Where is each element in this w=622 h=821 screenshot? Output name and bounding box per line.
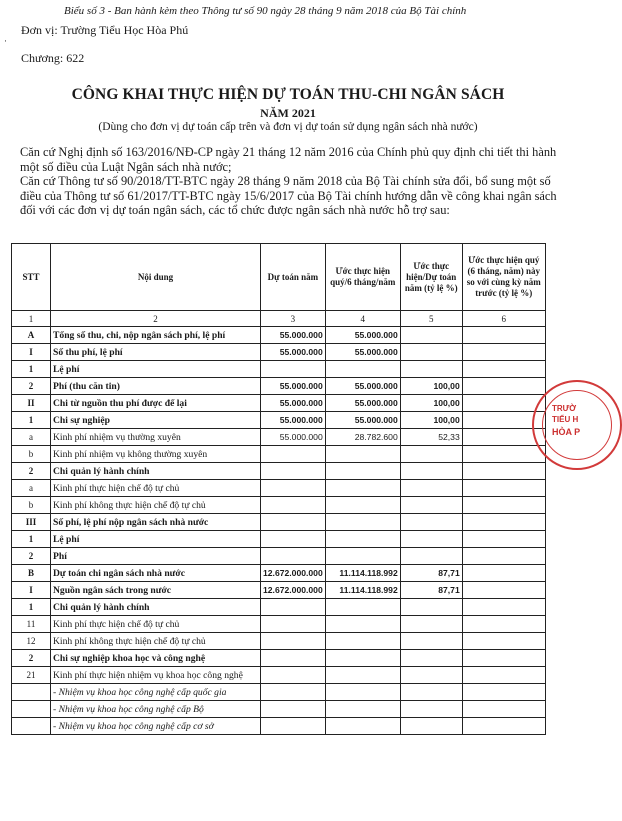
cell-plan [261, 616, 326, 633]
cell-content: Kinh phí thực hiện chế độ tự chủ [51, 480, 261, 497]
cell-yoy [462, 684, 545, 701]
column-index: 1 [12, 311, 51, 327]
cell-stt: III [12, 514, 51, 531]
cell-stt: II [12, 395, 51, 412]
cell-estimate [325, 531, 400, 548]
table-row [12, 344, 546, 361]
cell-ratio: 87,71 [400, 582, 462, 599]
cell-stt: 11 [12, 616, 51, 633]
cell-ratio [400, 514, 462, 531]
cell-estimate [325, 616, 400, 633]
cell-estimate: 55.000.000 [325, 344, 400, 361]
cell-content: Lệ phí [51, 361, 261, 378]
header-yoy: Ước thực hiện quý (6 tháng, năm) này so với cùng kỳ năm trước (tỷ lệ %) [462, 244, 545, 311]
cell-content: Chi quản lý hành chính [51, 599, 261, 616]
table-row [12, 633, 546, 650]
cell-content: Kinh phí thực hiện chế độ tự chủ [51, 616, 261, 633]
cell-ratio: 100,00 [400, 412, 462, 429]
cell-estimate [325, 463, 400, 480]
table-row [12, 412, 546, 429]
cell-estimate [325, 633, 400, 650]
table-row [12, 650, 546, 667]
table-row [12, 327, 546, 344]
cell-stt: I [12, 582, 51, 599]
cell-plan [261, 514, 326, 531]
cell-plan [261, 718, 326, 735]
cell-stt: a [12, 429, 51, 446]
cell-content: Chi quản lý hành chính [51, 463, 261, 480]
cell-estimate: 11.114.118.992 [325, 582, 400, 599]
cell-yoy [462, 463, 545, 480]
cell-content: Dự toán chi ngân sách nhà nước [51, 565, 261, 582]
cell-yoy [462, 650, 545, 667]
table-row [12, 582, 546, 599]
cell-stt: 1 [12, 361, 51, 378]
cell-plan: 12.672.000.000 [261, 582, 326, 599]
cell-ratio [400, 480, 462, 497]
cell-yoy [462, 633, 545, 650]
cell-content: Số phí, lệ phí nộp ngân sách nhà nước [51, 514, 261, 531]
basis-paragraph: Căn cứ Nghị định số 163/2016/NĐ-CP ngày 21 tháng 12 năm 2016 của Chính phủ quy định chi tiết thi hành một số điều của Luật Ngân sách nhà nước; [20, 145, 557, 174]
cell-estimate [325, 718, 400, 735]
column-index: 6 [462, 311, 545, 327]
cell-stt: I [12, 344, 51, 361]
cell-ratio [400, 497, 462, 514]
table-row [12, 701, 546, 718]
cell-yoy [462, 395, 545, 412]
seal-text: TIỂU H [552, 415, 579, 424]
cell-plan [261, 701, 326, 718]
cell-ratio: 100,00 [400, 395, 462, 412]
cell-stt: 1 [12, 599, 51, 616]
cell-content: Tổng số thu, chi, nộp ngân sách phí, lệ phí [51, 327, 261, 344]
cell-ratio [400, 361, 462, 378]
cell-ratio [400, 327, 462, 344]
cell-stt: b [12, 497, 51, 514]
cell-stt: 2 [12, 650, 51, 667]
cell-estimate [325, 497, 400, 514]
table-row [12, 667, 546, 684]
cell-ratio: 100,00 [400, 378, 462, 395]
cell-plan: 12.672.000.000 [261, 565, 326, 582]
cell-plan [261, 497, 326, 514]
header-ratio: Ước thực hiện/Dự toán năm (tỷ lệ %) [400, 244, 462, 311]
cell-yoy [462, 378, 545, 395]
header-stt: STT [12, 244, 51, 311]
cell-stt: 12 [12, 633, 51, 650]
table-row [12, 548, 546, 565]
cell-stt [12, 701, 51, 718]
cell-plan [261, 531, 326, 548]
cell-content: Chi sự nghiệp khoa học và công nghệ [51, 650, 261, 667]
cell-yoy [462, 480, 545, 497]
cell-content: Chi sự nghiệp [51, 412, 261, 429]
cell-ratio [400, 684, 462, 701]
chapter-line: Chương: 622 [21, 51, 85, 65]
unit-line: Đơn vị: Trường Tiểu Học Hòa Phú [21, 23, 189, 37]
seal-text: HÒA P [552, 427, 581, 437]
cell-content: - Nhiệm vụ khoa học công nghệ cấp quốc gia [51, 684, 261, 701]
cell-yoy [462, 327, 545, 344]
cell-plan: 55.000.000 [261, 395, 326, 412]
cell-stt: A [12, 327, 51, 344]
cell-content: Phí (thu căn tin) [51, 378, 261, 395]
cell-estimate [325, 650, 400, 667]
seal-text: TRƯỜ [552, 404, 577, 413]
table-row [12, 718, 546, 735]
cell-content: Kinh phí nhiệm vụ không thường xuyên [51, 446, 261, 463]
cell-estimate: 28.782.600 [325, 429, 400, 446]
cell-content: Kinh phí thực hiện nhiệm vụ khoa học công nghệ [51, 667, 261, 684]
cell-yoy [462, 718, 545, 735]
cell-estimate [325, 446, 400, 463]
cell-yoy [462, 667, 545, 684]
cell-yoy [462, 701, 545, 718]
budget-table [11, 243, 546, 735]
column-index: 4 [325, 311, 400, 327]
header-estimate: Ước thực hiện quý/6 tháng/năm [325, 244, 400, 311]
cell-content: Nguồn ngân sách trong nước [51, 582, 261, 599]
scan-mark: · [4, 36, 7, 46]
cell-yoy [462, 582, 545, 599]
column-index-row [12, 311, 546, 327]
cell-yoy [462, 565, 545, 582]
cell-stt: 2 [12, 548, 51, 565]
cell-ratio [400, 531, 462, 548]
table-row [12, 599, 546, 616]
cell-plan [261, 361, 326, 378]
table-header-row [12, 244, 546, 311]
cell-plan [261, 548, 326, 565]
cell-plan [261, 667, 326, 684]
table-row [12, 361, 546, 378]
cell-stt: 1 [12, 531, 51, 548]
cell-plan [261, 599, 326, 616]
cell-plan [261, 463, 326, 480]
cell-yoy [462, 344, 545, 361]
cell-yoy [462, 548, 545, 565]
table-row [12, 446, 546, 463]
table-row [12, 616, 546, 633]
legal-basis [20, 145, 568, 218]
cell-estimate: 55.000.000 [325, 395, 400, 412]
cell-estimate [325, 667, 400, 684]
cell-estimate: 55.000.000 [325, 327, 400, 344]
cell-estimate [325, 361, 400, 378]
red-seal-stamp [532, 380, 622, 470]
cell-estimate [325, 480, 400, 497]
seal-inner-ring [542, 390, 612, 460]
cell-yoy [462, 361, 545, 378]
cell-plan [261, 480, 326, 497]
cell-content: - Nhiệm vụ khoa học công nghệ cấp cơ sở [51, 718, 261, 735]
cell-estimate [325, 701, 400, 718]
table-row [12, 395, 546, 412]
cell-content: Kinh phí nhiệm vụ thường xuyên [51, 429, 261, 446]
cell-estimate: 55.000.000 [325, 412, 400, 429]
cell-plan [261, 446, 326, 463]
cell-content: Phí [51, 548, 261, 565]
cell-ratio [400, 616, 462, 633]
table-row [12, 531, 546, 548]
cell-content: Kinh phí không thực hiện chế độ tự chủ [51, 497, 261, 514]
cell-yoy [462, 599, 545, 616]
cell-plan [261, 684, 326, 701]
cell-stt: 1 [12, 412, 51, 429]
cell-stt: b [12, 446, 51, 463]
column-index: 5 [400, 311, 462, 327]
cell-ratio [400, 701, 462, 718]
cell-estimate: 11.114.118.992 [325, 565, 400, 582]
cell-stt: 2 [12, 463, 51, 480]
cell-content: Lệ phí [51, 531, 261, 548]
cell-plan: 55.000.000 [261, 429, 326, 446]
cell-content: - Nhiệm vụ khoa học công nghệ cấp Bộ [51, 701, 261, 718]
table-row [12, 514, 546, 531]
cell-stt [12, 684, 51, 701]
cell-estimate [325, 514, 400, 531]
cell-estimate: 55.000.000 [325, 378, 400, 395]
table-row [12, 497, 546, 514]
cell-plan: 55.000.000 [261, 327, 326, 344]
cell-stt: B [12, 565, 51, 582]
cell-ratio: 52,33 [400, 429, 462, 446]
cell-plan: 55.000.000 [261, 344, 326, 361]
document-subtitle: (Dùng cho đơn vị dự toán cấp trên và đơn vị dự toán sử dụng ngân sách nhà nước) [98, 121, 478, 133]
header-plan: Dự toán năm [261, 244, 326, 311]
cell-ratio [400, 463, 462, 480]
cell-ratio [400, 344, 462, 361]
cell-content: Chi từ nguồn thu phí được để lại [51, 395, 261, 412]
cell-ratio [400, 650, 462, 667]
cell-plan: 55.000.000 [261, 412, 326, 429]
document-title: CÔNG KHAI THỰC HIỆN DỰ TOÁN THU-CHI NGÂN SÁCH [71, 86, 505, 103]
column-index: 3 [261, 311, 326, 327]
cell-ratio [400, 633, 462, 650]
cell-ratio [400, 718, 462, 735]
table-row [12, 684, 546, 701]
cell-ratio: 87,71 [400, 565, 462, 582]
cell-plan: 55.000.000 [261, 378, 326, 395]
cell-ratio [400, 446, 462, 463]
document-year: NĂM 2021 [260, 106, 316, 120]
cell-ratio [400, 599, 462, 616]
cell-yoy [462, 514, 545, 531]
table-row [12, 463, 546, 480]
cell-yoy [462, 497, 545, 514]
cell-yoy [462, 531, 545, 548]
cell-content: Số thu phí, lệ phí [51, 344, 261, 361]
table-row [12, 378, 546, 395]
table-row [12, 429, 546, 446]
cell-plan [261, 633, 326, 650]
column-index: 2 [51, 311, 261, 327]
cell-ratio [400, 667, 462, 684]
header-content: Nội dung [51, 244, 261, 311]
cell-content: Kinh phí không thực hiện chế độ tự chủ [51, 633, 261, 650]
cell-stt: 21 [12, 667, 51, 684]
cell-estimate [325, 548, 400, 565]
cell-ratio [400, 548, 462, 565]
cell-stt [12, 718, 51, 735]
table-row [12, 565, 546, 582]
basis-paragraph: Căn cứ Thông tư số 90/2018/TT-BTC ngày 28 tháng 9 năm 2018 của Bộ Tài chính sửa đổi, bổ sung một số điều của Thông tư số 61/2017/TT-BTC ngày 15/6/2017 của Bộ Tài chính hướng dẫn về công khai ngân sách đối với các đơn vị dự toán ngân sách, các tổ chức được ngân sách nhà nước hỗ trợ sau: [20, 174, 557, 217]
cell-yoy [462, 446, 545, 463]
cell-estimate [325, 599, 400, 616]
header-note: Biểu số 3 - Ban hành kèm theo Thông tư số 90 ngày 28 tháng 9 năm 2018 của Bộ Tài chính [64, 5, 467, 17]
cell-estimate [325, 684, 400, 701]
cell-stt: a [12, 480, 51, 497]
cell-stt: 2 [12, 378, 51, 395]
table-row [12, 480, 546, 497]
cell-yoy [462, 616, 545, 633]
cell-plan [261, 650, 326, 667]
